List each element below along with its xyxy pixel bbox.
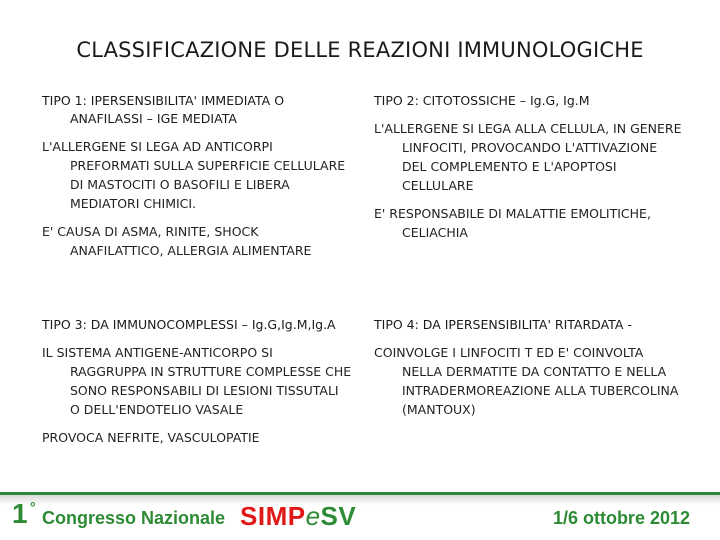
- quadrant-paragraph: E' RESPONSABILE DI MALATTIE EMOLITICHE, CELIACHIA: [374, 206, 651, 240]
- page-title: CLASSIFICAZIONE DELLE REAZIONI IMMUNOLOGICHE: [76, 38, 644, 62]
- footer-date: 1/6 ottobre 2012: [552, 508, 690, 528]
- quadrant-paragraph: L'ALLERGENE SI LEGA ALLA CELLULA, IN GENERE LINFOCITI, PROVOCANDO L'ATTIVAZIONE DEL COMPLEMENTO E L'APOPTOSI CELLULARE: [374, 121, 682, 193]
- quadrant-paragraph: IL SISTEMA ANTIGENE-ANTICORPO SI RAGGRUPPA IN STRUTTURE COMPLESSE CHE SONO RESPONSABILI DI LESIONI TISSUTALI O DELL'ENDOTELIO VASALE: [42, 345, 352, 417]
- quadrant-heading: TIPO 2: CITOTOSSICHE – Ig.G, Ig.M: [374, 93, 590, 108]
- quadrant-paragraph: E' CAUSA DI ASMA, RINITE, SHOCK ANAFILATTICO, ALLERGIA ALIMENTARE: [42, 224, 312, 258]
- quadrant-type-4: [374, 316, 684, 428]
- quadrant-paragraph: PROVOCA NEFRITE, VASCULOPATIE: [42, 430, 260, 445]
- quadrant-paragraph: COINVOLGE I LINFOCITI T ED E' COINVOLTA NELLA DERMATITE DA CONTATTO E NELLA INTRADERMOREAZIONE ALLA TUBERCOLINA (MANTOUX): [374, 345, 679, 417]
- quadrant-type-2: [374, 92, 684, 251]
- footer-congress-label: Congresso Nazionale: [42, 508, 226, 528]
- quadrant-type-3: [42, 316, 352, 456]
- logo-part-sv: SV: [320, 501, 357, 531]
- footer-edition-number: 1: [12, 498, 28, 529]
- logo-part-simp: SIMP: [240, 501, 306, 531]
- footer-shadow: [0, 495, 720, 505]
- quadrant-paragraph: L'ALLERGENE SI LEGA AD ANTICORPI PREFORMATI SULLA SUPERFICIE CELLULARE DI MASTOCITI O BASOFILI E LIBERA MEDIATORI CHIMICI.: [42, 139, 346, 211]
- footer-logo: [240, 501, 356, 532]
- quadrant-heading: TIPO 3: DA IMMUNOCOMPLESSI – Ig.G,Ig.M,Ig.A: [42, 317, 336, 332]
- quadrant-type-1: [42, 92, 352, 269]
- quadrant-heading: TIPO 1: IPERSENSIBILITA' IMMEDIATA O ANAFILASSI – IGE MEDIATA: [42, 93, 285, 126]
- footer-ordinal: °: [30, 499, 36, 515]
- quadrant-heading: TIPO 4: DA IPERSENSIBILITA' RITARDATA -: [374, 317, 632, 332]
- logo-part-e: e: [305, 501, 321, 531]
